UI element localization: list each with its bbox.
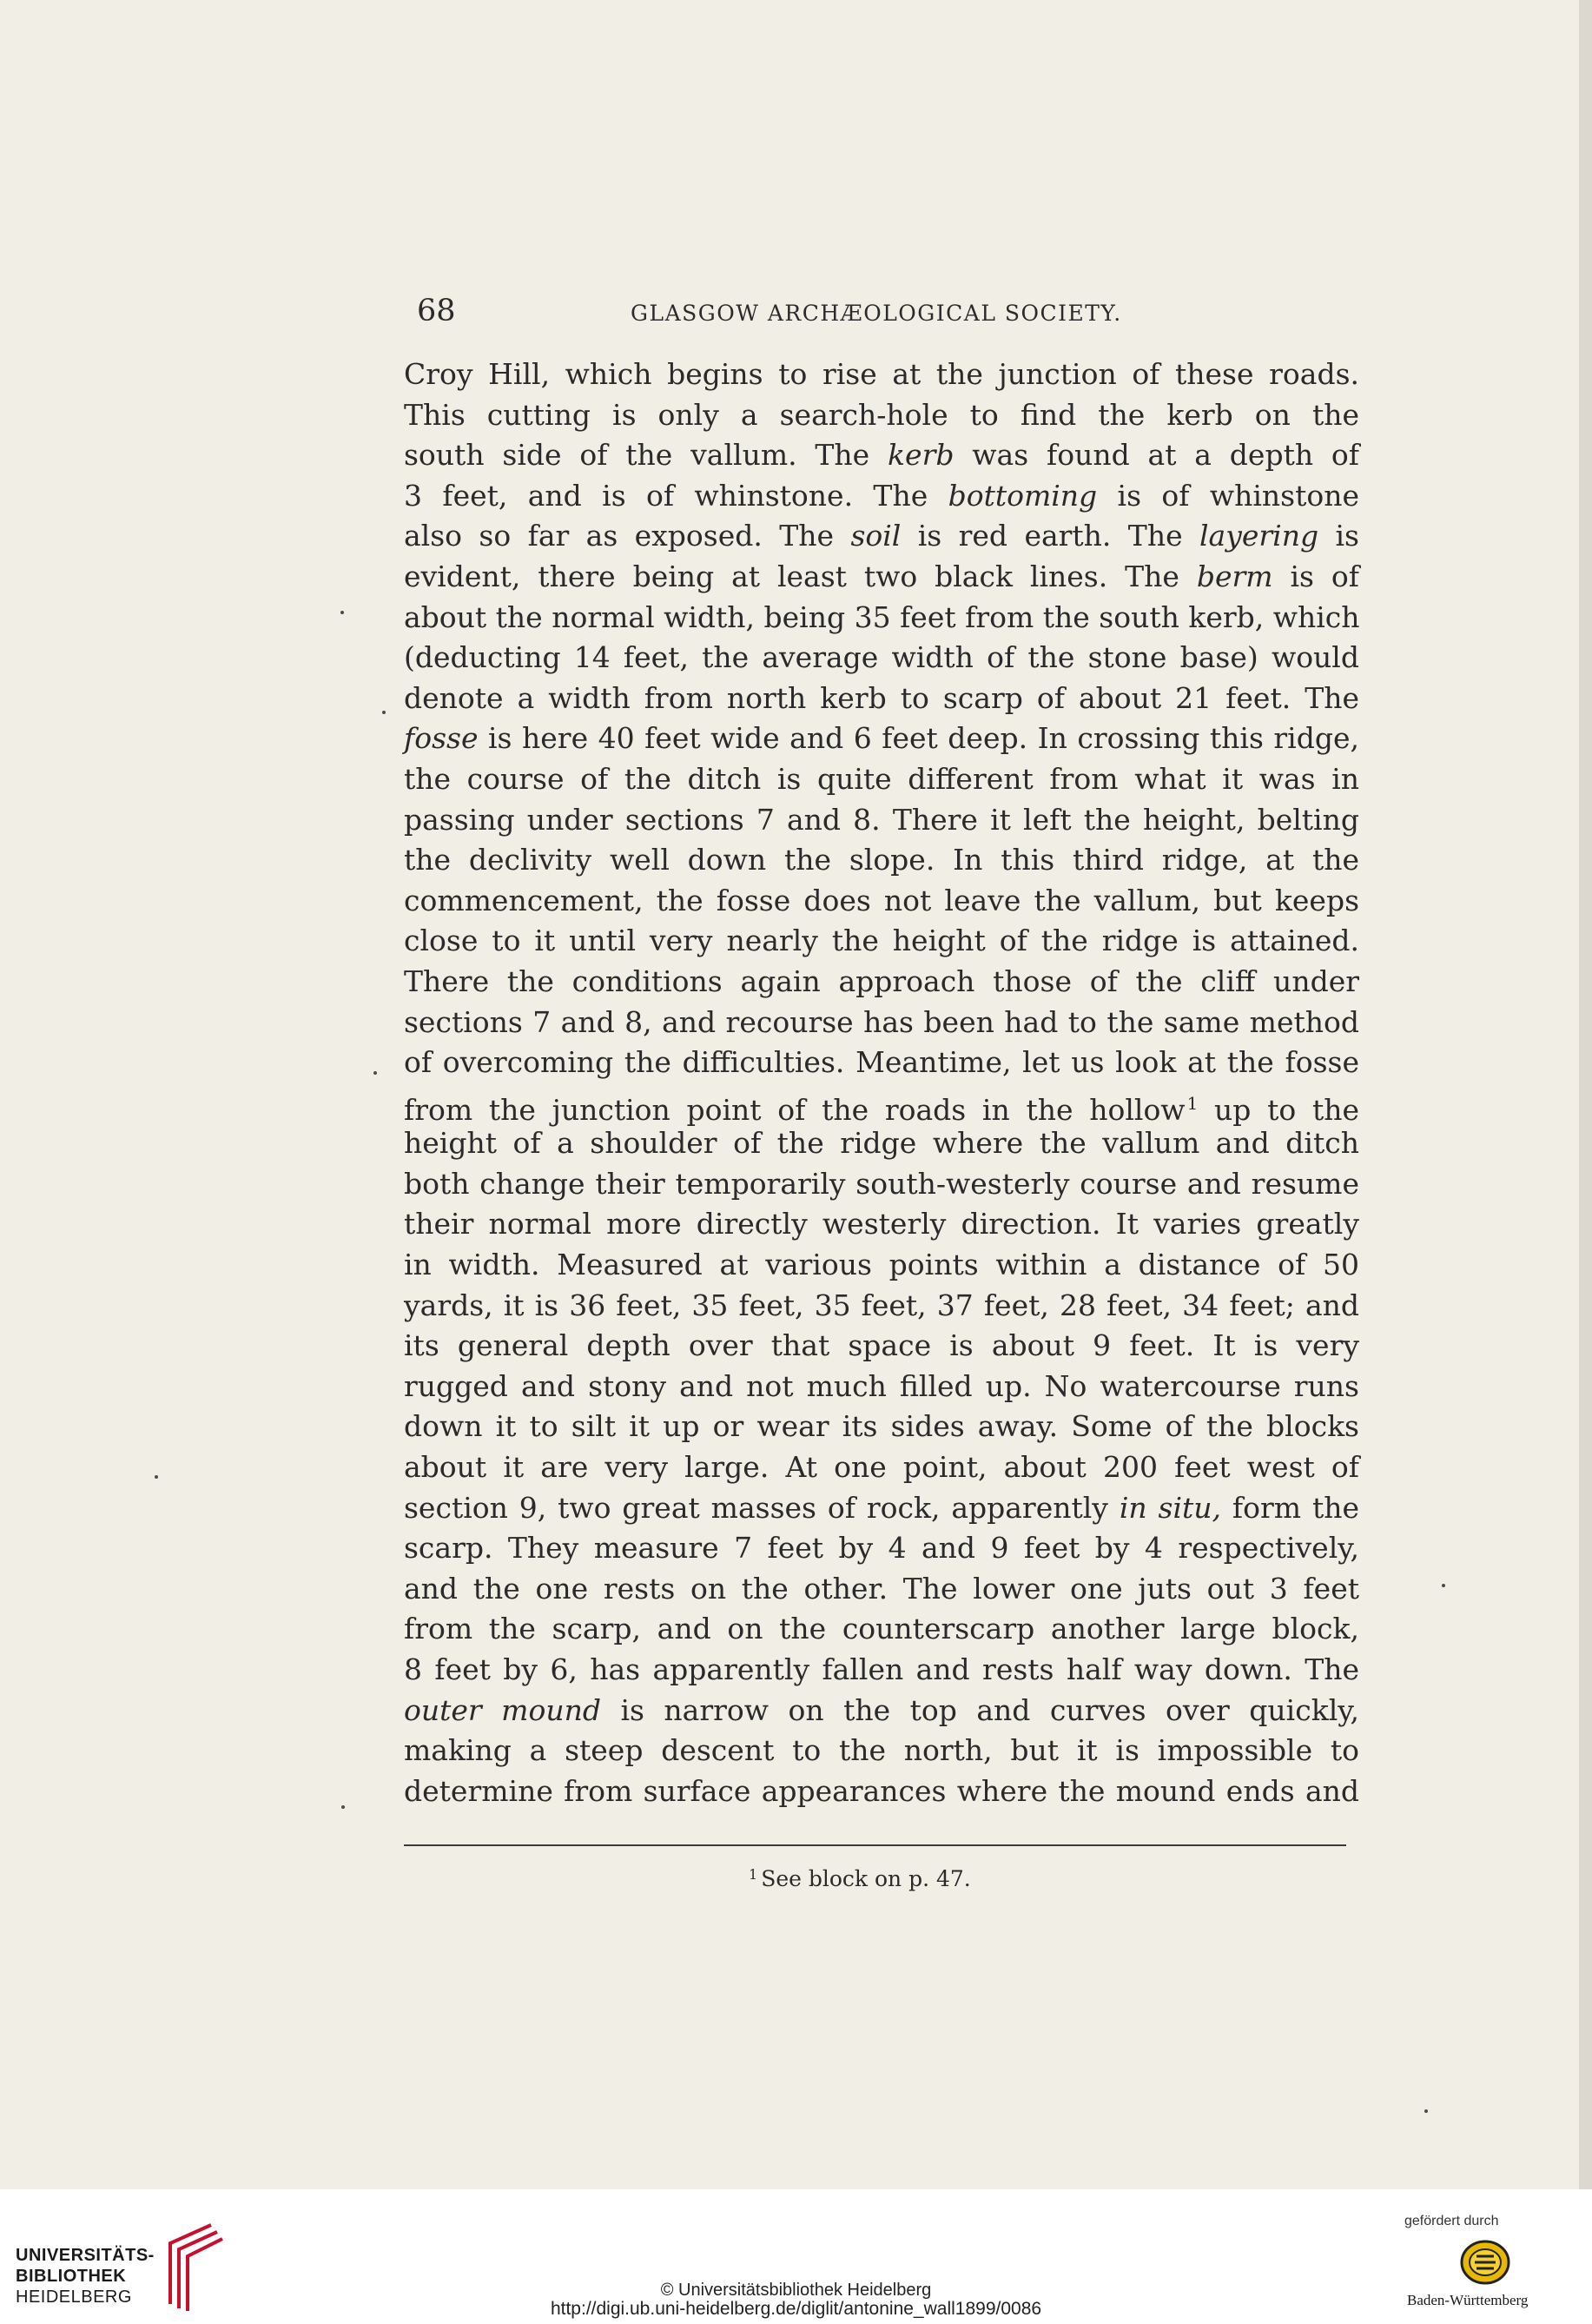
copyright-notice [0,2281,1592,2319]
permalink-url[interactable]: http://digi.ub.uni-heidelberg.de/diglit/antonine_wall1899/0086 [550,2299,1042,2319]
text-line: commencement, the fosse does not leave the vallum, but keeps [404,883,1359,917]
text-line: yards, it is 36 feet, 35 feet, 35 feet, 37 feet, 28 feet, 34 feet; and [404,1288,1359,1322]
text-line: passing under sections 7 and 8. There it left the height, belting [404,802,1359,837]
italic-term: fosse [404,721,479,756]
italic-term: bottoming [948,478,1098,513]
italic-term: kerb [888,438,955,473]
text-line: their normal more directly westerly direction. It varies greatly [404,1207,1359,1241]
scan-speck [155,1475,158,1479]
text-line: fosse is here 40 feet wide and 6 feet deep. In crossing this ridge, [404,721,1359,756]
italic-term: in situ, [1119,1490,1222,1525]
text-line: (deducting 14 feet, the average width of the stone base) would [404,640,1359,675]
footnote [749,1866,971,1891]
footnote-divider [404,1844,1346,1846]
text-line: close to it until very nearly the height of the ridge is attained. [404,924,1359,958]
text-line: and the one rests on the other. The lower one juts out 3 feet [404,1571,1359,1606]
text-line: the declivity well down the slope. In this third ridge, at the [404,843,1359,877]
text-line: of overcoming the difficulties. Meantime, let us look at the fosse [404,1045,1359,1080]
text-line: down it to silt it up or wear its sides away. Some of the blocks [404,1409,1359,1444]
text-line: This cutting is only a search-hole to find the kerb on the [404,397,1359,432]
scan-speck [373,1071,377,1075]
text-line: 8 feet by 6, has apparently fallen and rests half way down. The [404,1652,1359,1686]
footnote-reference: 1 [1186,1092,1199,1114]
text-line: sections 7 and 8, and recourse has been had to the same method [404,1004,1359,1039]
text-line: south side of the vallum. The kerb was found at a depth of [404,438,1359,473]
body-text [404,354,1359,1811]
text-line: its general depth over that space is about 9 feet. It is very [404,1328,1359,1363]
copyright-text: © Universitätsbibliothek Heidelberg [660,2281,932,2300]
scan-speck [341,1805,345,1809]
library-name-line: UNIVERSITÄTS- [16,2246,155,2265]
italic-term: layering [1199,519,1319,553]
scan-speck [1442,1584,1445,1587]
italic-term: berm [1196,559,1273,593]
page-number: 68 [417,294,456,328]
text-line: about it are very large. At one point, about 200 feet west of [404,1450,1359,1485]
text-line: scarp. They measure 7 feet by 4 and 9 feet by 4 respectively, [404,1531,1359,1566]
text-line: height of a shoulder of the ridge where the vallum and ditch [404,1126,1359,1161]
text-line: both change their temporarily south-westerly course and resume [404,1166,1359,1201]
text-line: section 9, two great masses of rock, apparently in situ, form the [404,1490,1360,1525]
scan-speck [340,611,344,614]
text-line: determine from surface appearances where the mound ends and [404,1773,1359,1808]
text-line: also so far as exposed. The soil is red earth. The layering is [404,519,1359,553]
footnote-marker: 1 [749,1866,758,1883]
text-line: about the normal width, being 35 feet from the south kerb, which [404,599,1360,634]
running-head [401,294,1357,337]
italic-term: soil [850,519,902,553]
text-line: from the scarp, and on the counterscarp another large block, [404,1612,1359,1646]
library-name-line: BIBLIOTHEK [16,2267,127,2286]
text-line: Croy Hill, which begins to rise at the junction of these roads. [404,357,1359,391]
funded-by-label: gefördert durch [1404,2214,1499,2228]
text-line: outer mound is narrow on the top and curves over quickly, [404,1692,1360,1727]
scan-speck [382,711,386,714]
italic-term: outer mound [404,1692,601,1727]
journal-title: GLASGOW ARCHÆOLOGICAL SOCIETY. [631,301,1122,326]
text-line: making a steep descent to the north, but it is impossible to [404,1733,1359,1768]
baden-wuerttemberg-seal-icon [1460,2239,1510,2286]
text-line: from the junction point of the roads in the hollow $^1$ up to the [404,1092,1359,1127]
text-line: evident, there being at least two black lines. The berm is of [404,559,1359,593]
text-line: the course of the ditch is quite different from what it was in [404,761,1359,796]
scan-speck [1424,2109,1428,2113]
text-line: There the conditions again approach those of the cliff under [404,963,1359,998]
footnote-text: See block on p. 47. [761,1866,971,1891]
text-line: denote a width from north kerb to scarp of about 21 feet. The [404,680,1359,715]
page-edge-shadow [1579,0,1592,2324]
library-name-line: HEIDELBERG [16,2288,132,2307]
text-line: 3 feet, and is of whinstone. The bottoming is of whinstone [404,478,1359,513]
text-line: in width. Measured at various points within a distance of 50 [404,1248,1359,1282]
text-line: rugged and stony and not much filled up. No watercourse runs [404,1368,1359,1403]
funder-name: Baden-Württemberg [1407,2292,1529,2308]
